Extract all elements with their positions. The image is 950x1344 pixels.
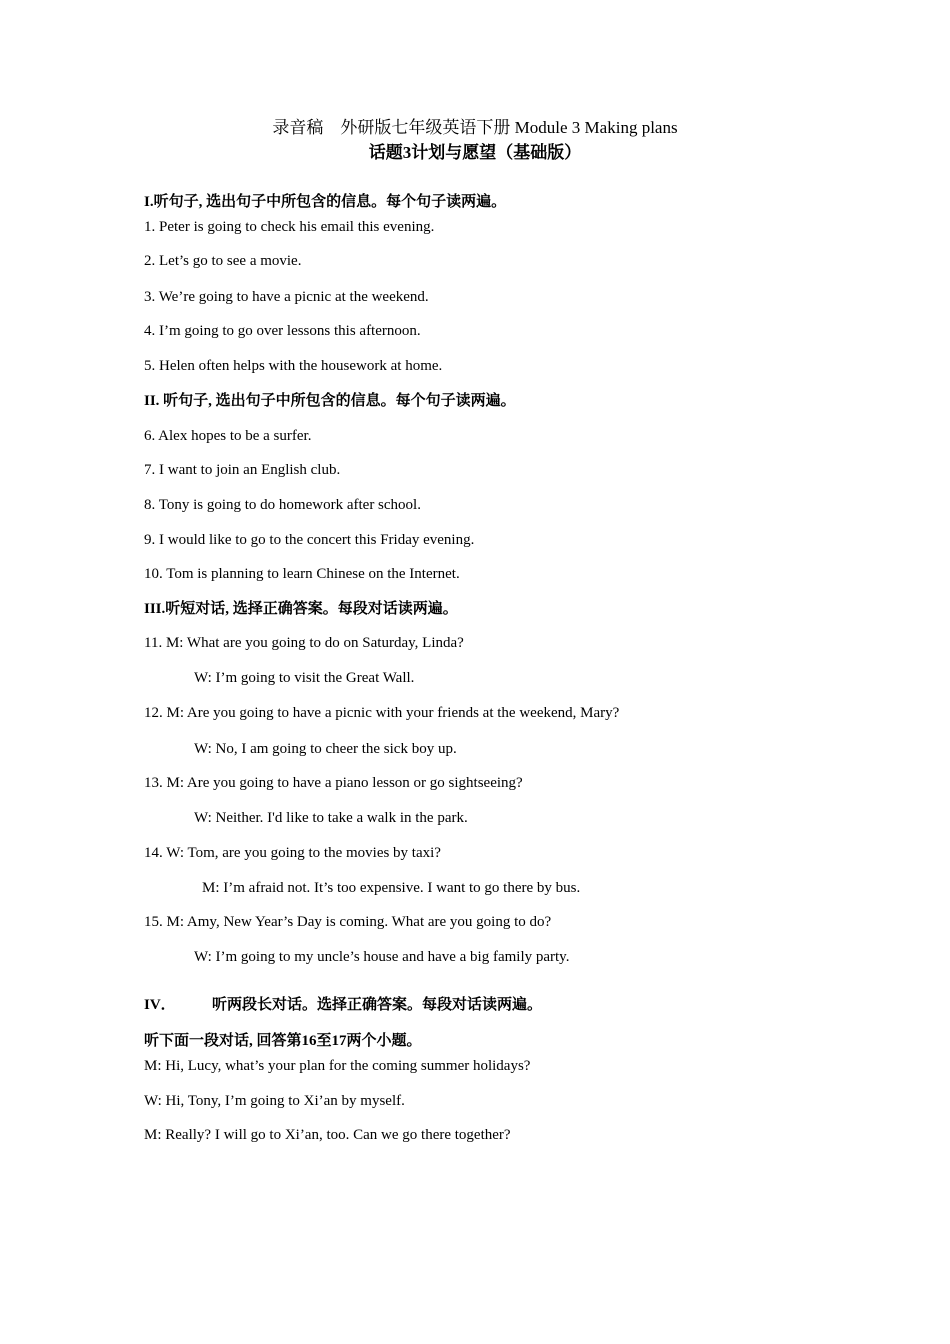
dialogue-question: 15. M: Amy, New Year’s Day is coming. What are you going to do? [144, 914, 552, 930]
sentence-item: 3. We’re going to have a picnic at the weekend. [144, 289, 429, 305]
section-heading-4-label: IV． [144, 997, 176, 1013]
section-subheading: 听下面一段对话, 回答第16至17两个小题。 [144, 1033, 422, 1049]
dialogue-answer: W: Neither. I'd like to take a walk in the park. [194, 810, 468, 826]
page-title: 录音稿 外研版七年级英语下册 Module 3 Making plans [272, 118, 678, 137]
sentence-item: 8. Tony is going to do homework after school. [144, 497, 421, 513]
dialogue-question: 11. M: What are you going to do on Saturday, Linda? [144, 635, 464, 651]
sentence-item: 5. Helen often helps with the housework at home. [144, 358, 443, 374]
dialogue-line: M: Really? I will go to Xi’an, too. Can we go there together? [144, 1127, 511, 1143]
section-heading-4: 听两段长对话。选择正确答案。每段对话读两遍。 [212, 997, 543, 1013]
dialogue-line: W: Hi, Tony, I’m going to Xi’an by myself. [144, 1093, 405, 1109]
dialogue-question: 13. M: Are you going to have a piano lesson or go sightseeing? [144, 775, 523, 791]
dialogue-question: 12. M: Are you going to have a picnic with your friends at the weekend, Mary? [144, 705, 620, 721]
sentence-item: 2. Let’s go to see a movie. [144, 253, 302, 269]
section-heading-2: II. 听句子, 选出句子中所包含的信息。每个句子读两遍。 [144, 393, 516, 409]
dialogue-answer: W: No, I am going to cheer the sick boy up. [194, 741, 457, 757]
dialogue-line: M: Hi, Lucy, what’s your plan for the coming summer holidays? [144, 1058, 531, 1074]
sentence-item: 10. Tom is planning to learn Chinese on the Internet. [144, 566, 460, 582]
sentence-item: 7. I want to join an English club. [144, 462, 341, 478]
dialogue-answer: M: I’m afraid not. It’s too expensive. I want to go there by bus. [202, 880, 581, 896]
section-heading-3: III.听短对话, 选择正确答案。每段对话读两遍。 [144, 601, 458, 617]
sentence-item: 6. Alex hopes to be a surfer. [144, 428, 312, 444]
sentence-item: 9. I would like to go to the concert this Friday evening. [144, 532, 475, 548]
section-heading-1: I.听句子, 选出句子中所包含的信息。每个句子读两遍。 [144, 194, 507, 210]
dialogue-question: 14. W: Tom, are you going to the movies by taxi? [144, 845, 441, 861]
sentence-item: 4. I’m going to go over lessons this afternoon. [144, 323, 421, 339]
page-subtitle: 话题3计划与愿望（基础版） [368, 143, 582, 162]
sentence-item: 1. Peter is going to check his email this evening. [144, 219, 435, 235]
dialogue-answer: W: I’m going to my uncle’s house and have a big family party. [194, 949, 570, 965]
dialogue-answer: W: I’m going to visit the Great Wall. [194, 670, 415, 686]
